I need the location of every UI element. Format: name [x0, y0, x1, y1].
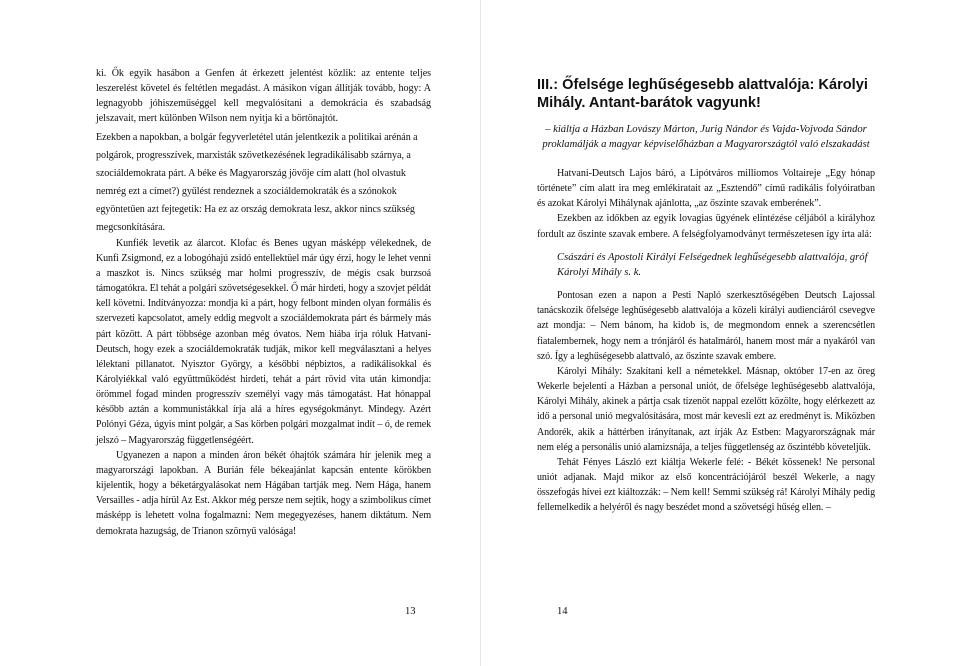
right-page	[480, 0, 960, 666]
chapter-title: III.: Őfelsége leghűségesebb alattvalója: Károlyi Mihály. Antant-barátok vagyunk!	[537, 77, 868, 111]
paragraph: Hatvani-Deutsch Lajos báró, a Lipótváros milliomos Voltaireje „Egy hónap története” cím alatt ira meg emlékiratait az „Esztendő” című radikális folyóiratban és azokat Károlyi Mihálynak ajánlotta, „az őszinte szavak emberének”.	[537, 168, 875, 210]
page-number: 13	[405, 606, 416, 617]
paragraph: Károlyi Mihály: Szakítani kell a németekkel. Másnap, október 17-en az öreg Wekerle bejelenti a Házban a personal uniót, de őfelsége leghűségesebb alattvalója, Károlyi Mihály, akinek a pártja csak tízenöt nappal ezelőtt közölte, hogy elérkezett az idő a personal unió megvalósítására, most már kevesli ezt az eredményt is. Miközben Andorék, akik a háttérben irányítanak, azt írják Az Estben: Magyarországnak már nem elég a personális unió alamizsnája, a teljes függetlenség az őszintébb követeljük.	[537, 365, 875, 453]
paragraph: Kunfiék levetik az álarcot. Klofac és Benes ugyan másképp vélekednek, de Kunfi Zsigmond, ez a lobogóhajú zsidó entellektüel már úgy érzi, hogy le lehet venni a maszkot is. Nincs szükség mar holmi progresszív, de mégis csak burzsoá támogatókra. El tehát a polgári szövetségesekkel. Ő már hirdeti, hogy a szovjet példát kell követni. Indítványozza: mondja ki a párt, hogy felbont minden olyan formális és szervezeti kapcsolatot, amely eddig megvolt a szociáldemokrata párt és bármely más párt között. A párt többsége azonban még óvatos. Nem hiába írja róluk Hatvani-Deutsch, hogy ezek a szociáldemokraták tudják, mikor kell megválasztani a helyes lélektani pillanatot. Nyisztor György, a későbbi népbiztos, a radikálisokkal és Károlyiékkal való együttműködést hirdeti, tehát a párt rövid vita után kimondja: örömmel fogad minden progresszív személyi vagy más támogatást. Hat hónappal később aztán a kommunistákkal írja alá a híres egységokmányt. Mindegy. Azért Polónyi Géza, úgyis mint polgár, a Sas körben polgári mozgalmat indít – ó, de remek jelszó – Magyarország függetlenségéért.	[96, 237, 431, 446]
paragraph: Ugyanezen a napon a minden áron békét óhajtók számára hír jelenik meg a magyarországi lapokban. A Burián féle békeajánlat kapcsán entente körökben kijelentik, hogy a béketárgyalásokat nem Hágában tartják meg. Nem Hága, hanem Versailles - adja hírül Az Est. Akkor még persze nem sejtik, hogy a szimbolikus címet másképp is lehetett volna fogalmazni: Nem megegyezéses, hanem diktátum. Nem demokrata hazugság, de Trianon szörnyű valósága!	[96, 449, 431, 537]
page-number: 14	[557, 606, 568, 617]
paragraph: Tehát Fényes László ezt kiáltja Wekerle felé: - Békét kössenek! Ne personal uniót adjanak. Majd mikor az első koncentrációjáról beszél Wekerle, a nagy összefogás hívei ezt kiáltozzák: – Nem kell! Semmi szükség rá! Károlyi Mihály pedig fellemelkedik a helyéről és nagy beszédet mond a szövetségi hűség ellen. –	[537, 456, 875, 514]
paragraph: Pontosan ezen a napon a Pesti Napló szerkesztőségében Deutsch Lajossal tanácskozik őfelsége leghűségesebb alattvalója a közeli királyi audienciáról csevegve azt mondja: – Nem bánom, ha kidob is, de megmondom ennek a szerencsétlen fiatalembernek, hogy nem a trónjáról és hatalmáról, hanem most már a nyakáról van szó. Így a leghűségesebb alattvaló, az őszinte szavak embere.	[537, 290, 875, 362]
paragraph: Ezekben a napokban, a bolgár fegyverletétel után jelentkezik a politikai arénán a polgárok, progresszívek, marxisták szövetkezésének legradikálisabb szárnya, a szociáldemokrata párt. A béke és Magyarország jövője cím alatt (hol olvastuk nemrég ezt a címet?) gyűlést rendeznek a szociáldemokraták és a szónokok egyöntetűen azt fejtegetik: Ha ez az ország demokrata lesz, akkor nincs szükség megcsonkítására.	[96, 131, 418, 234]
paragraph: Ezekben az időkben az egyik lovagias ügyének elintézése céljából a királyhoz fordult az őszinte szavak embere. A felségfolyamodványt természetesen így írta alá:	[537, 213, 875, 240]
epigraph: – kiáltja a Házban Lovászy Márton, Jurig Nándor és Vajda-Vojvoda Sándor proklamálják a magyar képviselőházban a Magyarországtól való elszakadást	[542, 124, 870, 150]
signature-quote: Császári és Apostoli Királyi Felségednek leghűségesebb alattvalója, gróf Károlyi Mihály s. k.	[557, 251, 868, 278]
left-text-column	[96, 66, 431, 539]
right-text-column	[537, 66, 875, 515]
paragraph: ki. Ők egyik hasábon a Genfen át érkezett jelentést közlik: az entente teljes leszerelést követel és feltétlen megadást. A másikon vígan állítják tovább, hogy: A legnagyobb jóhiszeműséggel kell megvalósítani a demokrácia és szabadság jelszavait, mert különben Wilson nem nyitja ki a börtönajtót.	[96, 68, 431, 125]
